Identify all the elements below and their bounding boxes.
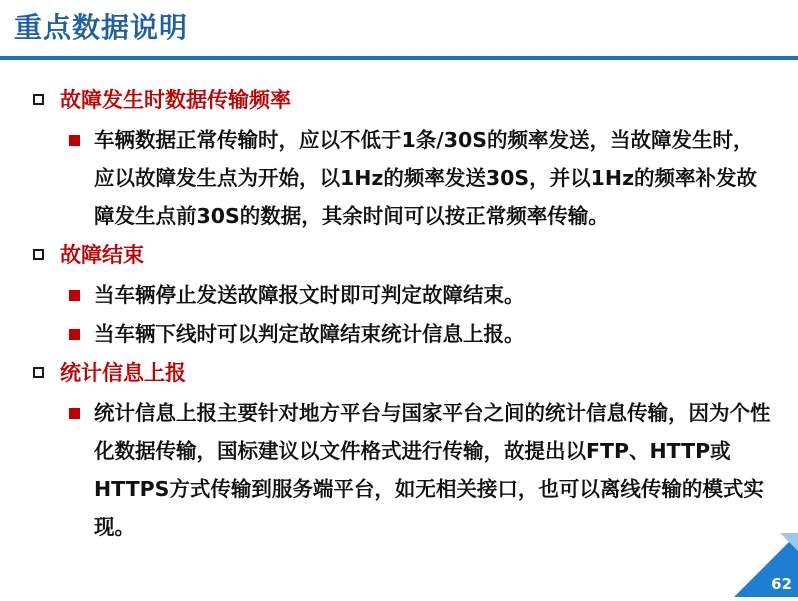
bullet-text: 当车辆下线时可以判定故障结束统计信息上报。	[94, 322, 525, 346]
bullet-item	[94, 314, 774, 353]
section-fault-end	[0, 235, 798, 353]
filled-square-bullet-icon	[69, 329, 80, 340]
filled-square-bullet-icon	[69, 290, 80, 301]
bullet-text: 当车辆停止发送故障报文时即可判定故障结束。	[94, 283, 525, 307]
bullet-text: 统计信息上报主要针对地方平台与国家平台之间的统计信息传输，因为个性化数据传输，国标建议以文件格式进行传输，故提出以FTP、HTTP或HTTPS方式传输到服务端平台，如无相关接口，也可以离线传输的模式实现。	[94, 401, 771, 539]
slide-content	[0, 80, 798, 546]
filled-square-bullet-icon	[69, 135, 80, 146]
slide-title: 重点数据说明	[14, 11, 189, 44]
bullet-text: 车辆数据正常传输时，应以不低于1条/30S的频率发送，当故障发生时，应以故障发生点为开始，以1Hz的频率发送30S，并以1Hz的频率补发故障发生点前30S的数据，其余时间可以按正常频率传输。	[94, 128, 757, 228]
section-heading	[0, 80, 798, 120]
section-title: 故障发生时数据传输频率	[60, 88, 291, 112]
hollow-square-icon	[33, 367, 44, 378]
hollow-square-icon	[33, 94, 44, 105]
filled-square-bullet-icon	[69, 408, 80, 419]
title-underline	[0, 56, 798, 60]
hollow-square-icon	[33, 249, 44, 260]
bullet-item	[94, 275, 774, 314]
section-heading	[0, 353, 798, 393]
section-title: 故障结束	[60, 243, 144, 267]
slide-header	[0, 0, 798, 60]
bullet-item	[94, 120, 774, 235]
page-corner-accent	[734, 533, 798, 597]
page-number: 62	[771, 575, 792, 593]
section-statistics-report	[0, 353, 798, 546]
section-title: 统计信息上报	[60, 361, 186, 385]
section-heading	[0, 235, 798, 275]
bullet-item	[94, 393, 774, 546]
section-fault-frequency	[0, 80, 798, 235]
